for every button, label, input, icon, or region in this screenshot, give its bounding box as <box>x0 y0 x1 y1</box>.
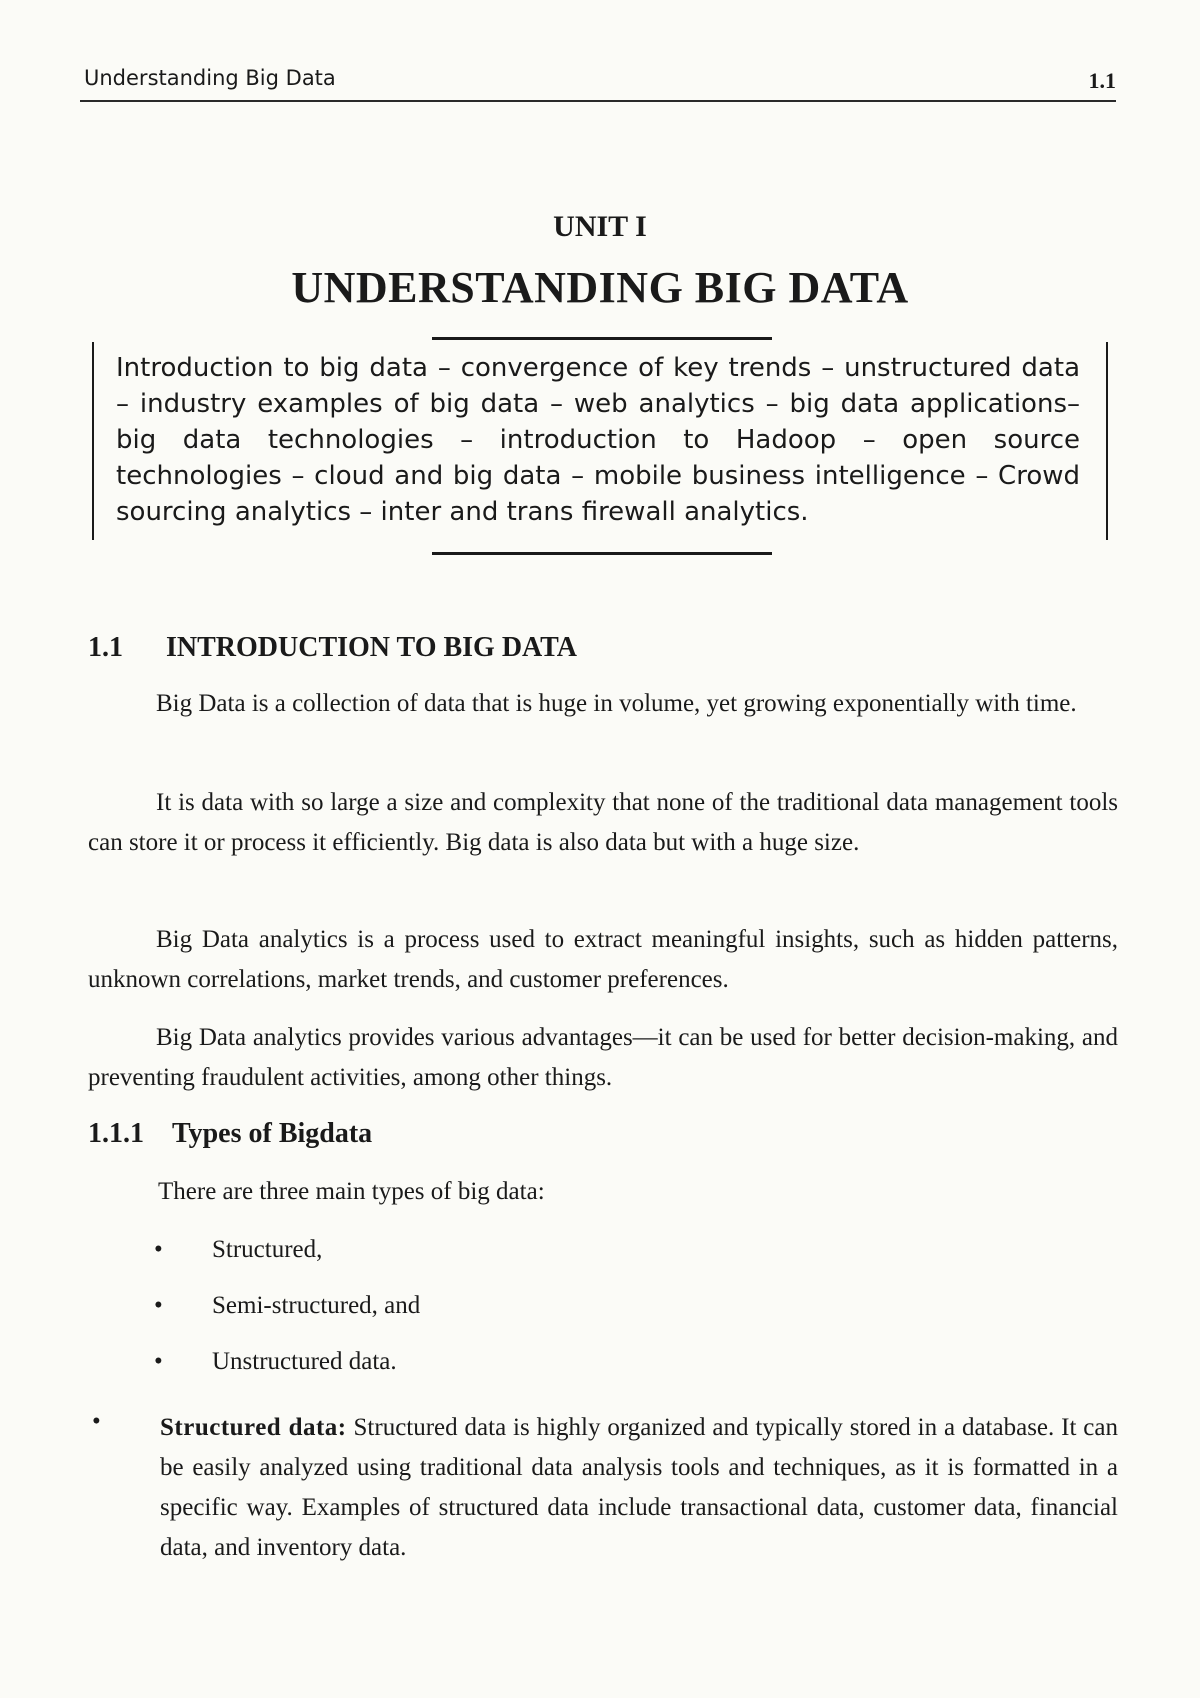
types-intro: There are three main types of big data: <box>158 1178 545 1205</box>
section-number: 1.1 <box>88 632 123 663</box>
unit-label: UNIT I <box>553 210 647 243</box>
syllabus-bottom-rule <box>432 552 772 555</box>
section-heading <box>88 632 577 664</box>
bullet-icon: • <box>154 1348 163 1375</box>
paragraph: Big Data analytics is a process used to extract meaningful insights, such as hidden patterns, unknown correlations, market trends, and customer preferences. <box>88 926 1118 993</box>
paragraph: Big Data analytics provides various advantages—it can be used for better decision-making, and preventing fraudulent activities, among other things. <box>88 1024 1118 1091</box>
paragraph: Big Data is a collection of data that is huge in volume, yet growing exponentially with time. <box>156 690 1077 717</box>
bullet-icon: • <box>92 1408 101 1435</box>
bullet-icon: • <box>154 1236 163 1263</box>
syllabus-text: Introduction to big data – convergence of key trends – unstructured data – industry examples of big data – web analytics – big data applications– big data technologies – introduction to Hadoop – open source technologies – cloud and big data – mobile business intelligence – Crowd sourcing analytics – inter and trans firewall analytics. <box>116 353 1080 527</box>
chapter-title: UNDERSTANDING BIG DATA <box>291 263 909 312</box>
paragraph: It is data with so large a size and complexity that none of the traditional data management tools can store it or process it efficiently. Big data is also data but with a huge size. <box>88 789 1118 856</box>
list-item: • Semi-structured, and <box>154 1292 421 1319</box>
definition-body <box>160 1408 1118 1568</box>
subsection-title: Types of Bigdata <box>172 1118 373 1149</box>
subsection-number: 1.1.1 <box>88 1118 144 1149</box>
page-number: 1.1 <box>1088 68 1116 93</box>
subsection-heading <box>88 1118 372 1150</box>
definition-text: Structured data is highly organized and typically stored in a database. It can be easily analyzed using traditional data analysis tools and techniques, as it is formatted in a specific way. Examples of structured data include transactional data, customer data, financial data, and inventory data. <box>160 1414 1118 1561</box>
list-item: • Unstructured data. <box>154 1348 397 1375</box>
syllabus-top-rule <box>432 337 772 340</box>
types-list <box>150 1236 750 1404</box>
syllabus-box <box>92 342 1108 540</box>
definition-term: Structured data: <box>160 1414 347 1441</box>
running-title: Understanding Big Data <box>84 66 336 90</box>
bullet-icon: • <box>154 1292 163 1319</box>
section-title: INTRODUCTION TO BIG DATA <box>166 632 578 663</box>
header-rule <box>80 100 1116 102</box>
list-item: • Structured, <box>154 1236 323 1263</box>
